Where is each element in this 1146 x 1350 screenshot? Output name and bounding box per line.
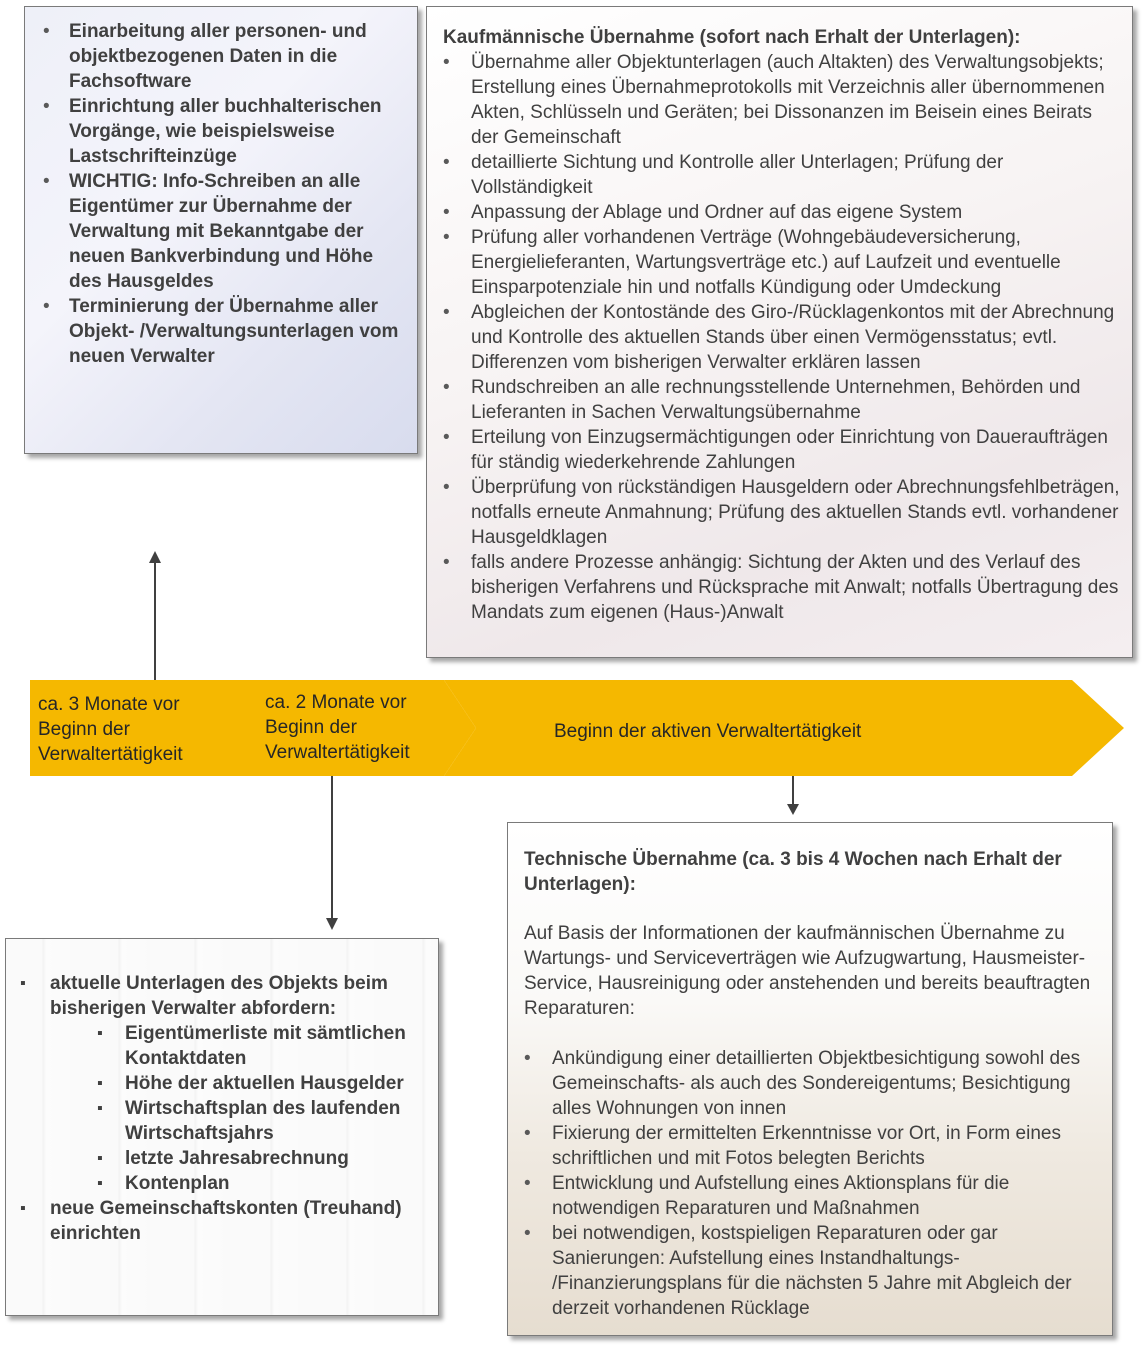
list-item: • detaillierte Sichtung und Kontrolle aller Unterlagen; Prüfung der Vollständigkeit bbox=[471, 150, 1121, 200]
list-item: • falls andere Prozesse anhängig: Sichtung der Akten und des Verlauf des bisherigen Verfahrens und Rücksprache mit Anwalt; notfalls Übertragung des Mandats zum eigenen (Haus-)Anwalt bbox=[471, 550, 1121, 625]
preparation-box bbox=[24, 6, 418, 454]
technical-takeover-title: Technische Übernahme (ca. 3 bis 4 Wochen nach Erhalt der Unterlagen): bbox=[524, 849, 1062, 895]
arrow-down-icon bbox=[787, 804, 799, 815]
list-item: • WICHTIG: Info-Schreiben an alle Eigentümer zur Übernahme der Verwaltung mit Bekanntgabe der neuen Bankverbindung und Höhe des Hausgeldes bbox=[69, 169, 401, 294]
sub-list-item: ▪ Eigentümerliste mit sämtlichen Kontaktdaten bbox=[125, 1021, 430, 1071]
documents-box bbox=[5, 938, 439, 1316]
list-item: • Abgleichen der Kontostände des Giro-/Rücklagenkontos mit der Abrechnung und Kontrolle des aktuellen Stands über einen Vermögensstatus; evtl. Differenzen vom bisherigen Verwalter erklären lassen bbox=[471, 300, 1121, 375]
list-item: • Einrichtung aller buchhalterischen Vorgänge, wie beispielsweise Lastschrifteinzüge bbox=[69, 94, 401, 169]
list-item: • bei notwendigen, kostspieligen Reparaturen oder gar Sanierungen: Aufstellung eines Instandhaltungs- /Finanzierungsplans für die nächsten 5 Jahre mit Abgleich der derzeit vorhandenen Rücklage bbox=[552, 1221, 1102, 1321]
list-item: • Terminierung der Übernahme aller Objekt- /Verwaltungsunterlagen vom neuen Verwalter bbox=[69, 294, 401, 369]
list-item: • Anpassung der Ablage und Ordner auf das eigene System bbox=[471, 200, 1121, 225]
technical-takeover-box bbox=[507, 822, 1113, 1336]
timeline-step-2-label: ca. 2 Monate vor Beginn der Verwaltertätigkeit bbox=[265, 692, 410, 763]
list-item: • Entwicklung und Aufstellung eines Aktionsplans für die notwendigen Reparaturen und Maßnahmen bbox=[552, 1171, 1102, 1221]
list-item: • Einarbeitung aller personen- und objektbezogenen Daten in die Fachsoftware bbox=[69, 19, 401, 94]
list-item: • Rundschreiben an alle rechnungsstellende Unternehmen, Behörden und Lieferanten in Sachen Verwaltungsübernahme bbox=[471, 375, 1121, 425]
list-item: • Ankündigung einer detaillierten Objektbesichtigung sowohl des Gemeinschafts- als auch des Sondereigentums; Besichtigung alles Wohnungen von innen bbox=[552, 1046, 1102, 1121]
technical-takeover-list bbox=[552, 1046, 1102, 1321]
documents-list bbox=[50, 971, 430, 1246]
list-item: • Übernahme aller Objektunterlagen (auch Altakten) des Verwaltungsobjekts; Erstellung eines Übernahmeprotokolls mit Verzeichnis aller übernommenen Akten, Schlüsseln und Geräten; bei Dissonanzen im Beisein eines Beirats der Gemeinschaft bbox=[471, 50, 1121, 150]
commercial-takeover-box bbox=[426, 6, 1133, 658]
list-item bbox=[50, 971, 430, 1196]
list-item: • Überprüfung von rückständigen Hausgeldern oder Abrechnungsfehlbeträgen, notfalls erneute Anmahnung; Prüfung des aktuellen Stands evtl. vorhandener Hausgeldklagen bbox=[471, 475, 1121, 550]
preparation-list bbox=[25, 7, 417, 369]
sub-list-item: ▪ Höhe der aktuellen Hausgelder bbox=[125, 1071, 430, 1096]
timeline-step-1-label: ca. 3 Monate vor Beginn der Verwaltertätigkeit bbox=[38, 694, 183, 765]
commercial-takeover-title: Kaufmännische Übernahme (sofort nach Erhalt der Unterlagen): bbox=[443, 27, 1021, 48]
list-item: • Erteilung von Einzugsermächtigungen oder Einrichtung von Daueraufträgen für ständig wiederkehrende Zahlungen bbox=[471, 425, 1121, 475]
list-item: • Fixierung der ermittelten Erkenntnisse vor Ort, in Form eines schriftlichen und mit Fotos belegten Berichts bbox=[552, 1121, 1102, 1171]
documents-request-label: aktuelle Unterlagen des Objekts beim bisherigen Verwalter abfordern: bbox=[50, 973, 388, 1019]
arrow-up-line bbox=[154, 562, 156, 680]
timeline-step-3-label: Beginn der aktiven Verwaltertätigkeit bbox=[554, 721, 862, 742]
documents-sublist bbox=[50, 1021, 430, 1196]
arrow-up-icon bbox=[149, 551, 161, 563]
sub-list-item: ▪ letzte Jahresabrechnung bbox=[125, 1146, 430, 1171]
list-item: ▪ neue Gemeinschaftskonten (Treuhand) einrichten bbox=[50, 1196, 430, 1246]
commercial-takeover-list bbox=[471, 50, 1121, 625]
arrow-down-icon bbox=[326, 918, 338, 930]
sub-list-item: ▪ Kontenplan bbox=[125, 1171, 430, 1196]
arrow-down-line bbox=[331, 776, 333, 926]
sub-list-item: ▪ Wirtschaftsplan des laufenden Wirtschaftsjahrs bbox=[125, 1096, 430, 1146]
technical-takeover-intro: Auf Basis der Informationen der kaufmännischen Übernahme zu Wartungs- und Serviceverträgen wie Aufzugwartung, Hausmeister-Service, Hausreinigung oder anstehenden und bereits beauftragten Reparaturen: bbox=[524, 923, 1091, 1019]
list-item: • Prüfung aller vorhandenen Verträge (Wohngebäudeversicherung, Energielieferanten, Wartungsverträge etc.) auf Laufzeit und eventuelle Einsparpotenziale hin und notfalls Kündigung oder Umdeckung bbox=[471, 225, 1121, 300]
